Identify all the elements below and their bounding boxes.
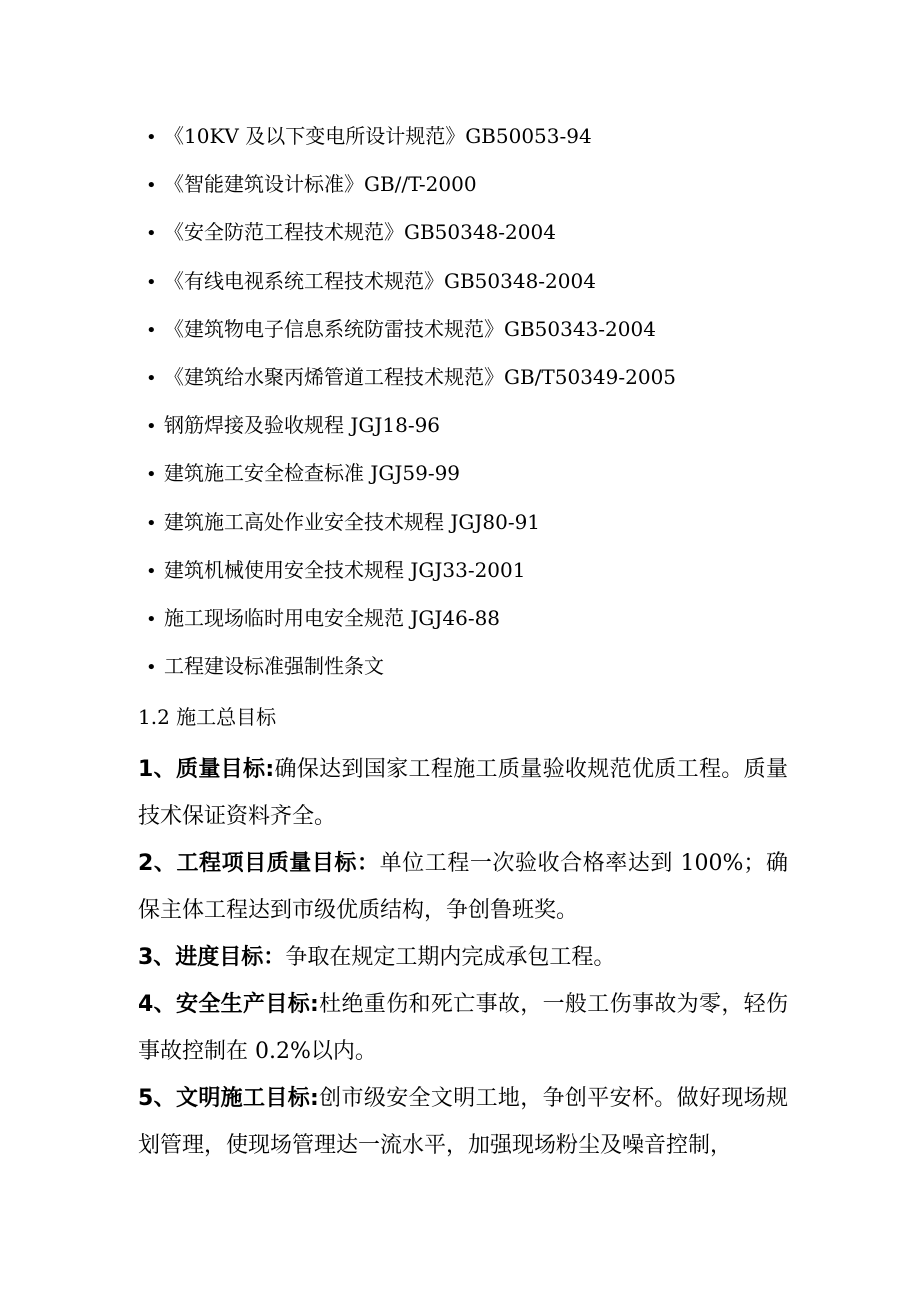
standard-item [146,456,676,504]
bullet-icon: • [146,608,157,630]
standard-item [146,312,676,360]
goal-text: 确保达到国家工程施工质量验收规范优质工程。质量技术保证资料齐全。 [138,757,788,829]
bullet-icon: • [146,512,157,534]
bullet-icon: • [146,271,157,293]
standard-item [146,408,676,456]
goal-text: 争取在规定工期内完成承包工程。 [285,945,616,970]
bullet-icon: • [146,464,157,486]
standard-item [146,505,676,553]
goal-paragraph [138,746,788,840]
goal-label: 4、安全生产目标: [138,992,319,1017]
goal-paragraph [138,1075,788,1169]
standard-text: 《10KV 及以下变电所设计规范》GB50053-94 [164,124,592,148]
goal-paragraph [138,981,788,1075]
standard-item [146,167,676,215]
standard-text: 《建筑给水聚丙烯管道工程技术规范》GB/T50349-2005 [164,364,677,389]
section-heading: 1.2 施工总目标 [138,705,277,729]
goal-label: 5、文明施工目标: [138,1086,319,1111]
goal-text: 创市级安全文明工地，争创平安杯。做好现场规划管理，使现场管理达一流水平，加强现场粉尘及噪音控制， [138,1086,788,1158]
goal-paragraph [138,934,788,981]
standard-item [146,264,676,312]
bullet-icon: • [146,560,157,582]
goal-text: 单位工程一次验收合格率达到 100%；确保主体工程达到市级优质结构，争创鲁班奖。 [138,851,789,923]
bullet-icon: • [146,175,157,197]
bullet-icon: • [146,367,157,389]
standard-text: 《智能建筑设计标准》GB//T-2000 [164,172,477,197]
standard-text: 《安全防范工程技术规范》GB50348-2004 [164,220,556,245]
standard-text: 施工现场临时用电安全规范 JGJ46-88 [164,605,501,630]
standard-item [146,601,676,649]
bullet-icon: • [146,657,157,679]
standard-text: 建筑施工安全检查标准 JGJ59-99 [164,461,461,486]
bullet-icon: • [146,319,157,341]
standard-text: 工程建设标准强制性条文 [164,654,384,679]
goal-label: 3、进度目标： [138,945,286,970]
standards-list [146,119,676,697]
bullet-icon: • [146,127,157,148]
standard-item [146,119,676,167]
bullet-icon: • [146,223,157,245]
goal-paragraph [138,840,788,934]
standard-item [146,360,676,408]
goal-text: 杜绝重伤和死亡事故，一般工伤事故为零，轻伤事故控制在 0.2%以内。 [138,992,788,1064]
goal-label: 1、质量目标: [138,757,275,782]
standard-text: 建筑机械使用安全技术规程 JGJ33-2001 [164,557,526,582]
standard-text: 建筑施工高处作业安全技术规程 JGJ80-91 [164,509,541,534]
standard-item [146,649,676,697]
standard-text: 钢筋焊接及验收规程 JGJ18-96 [164,413,441,438]
standard-item [146,553,676,601]
goal-label: 2、工程项目质量目标： [138,851,380,876]
standard-item [146,215,676,263]
bullet-icon: • [146,416,157,438]
standard-text: 《建筑物电子信息系统防雷技术规范》GB50343-2004 [164,316,656,341]
standard-text: 《有线电视系统工程技术规范》GB50348-2004 [164,268,596,293]
goals-list [138,746,788,1169]
